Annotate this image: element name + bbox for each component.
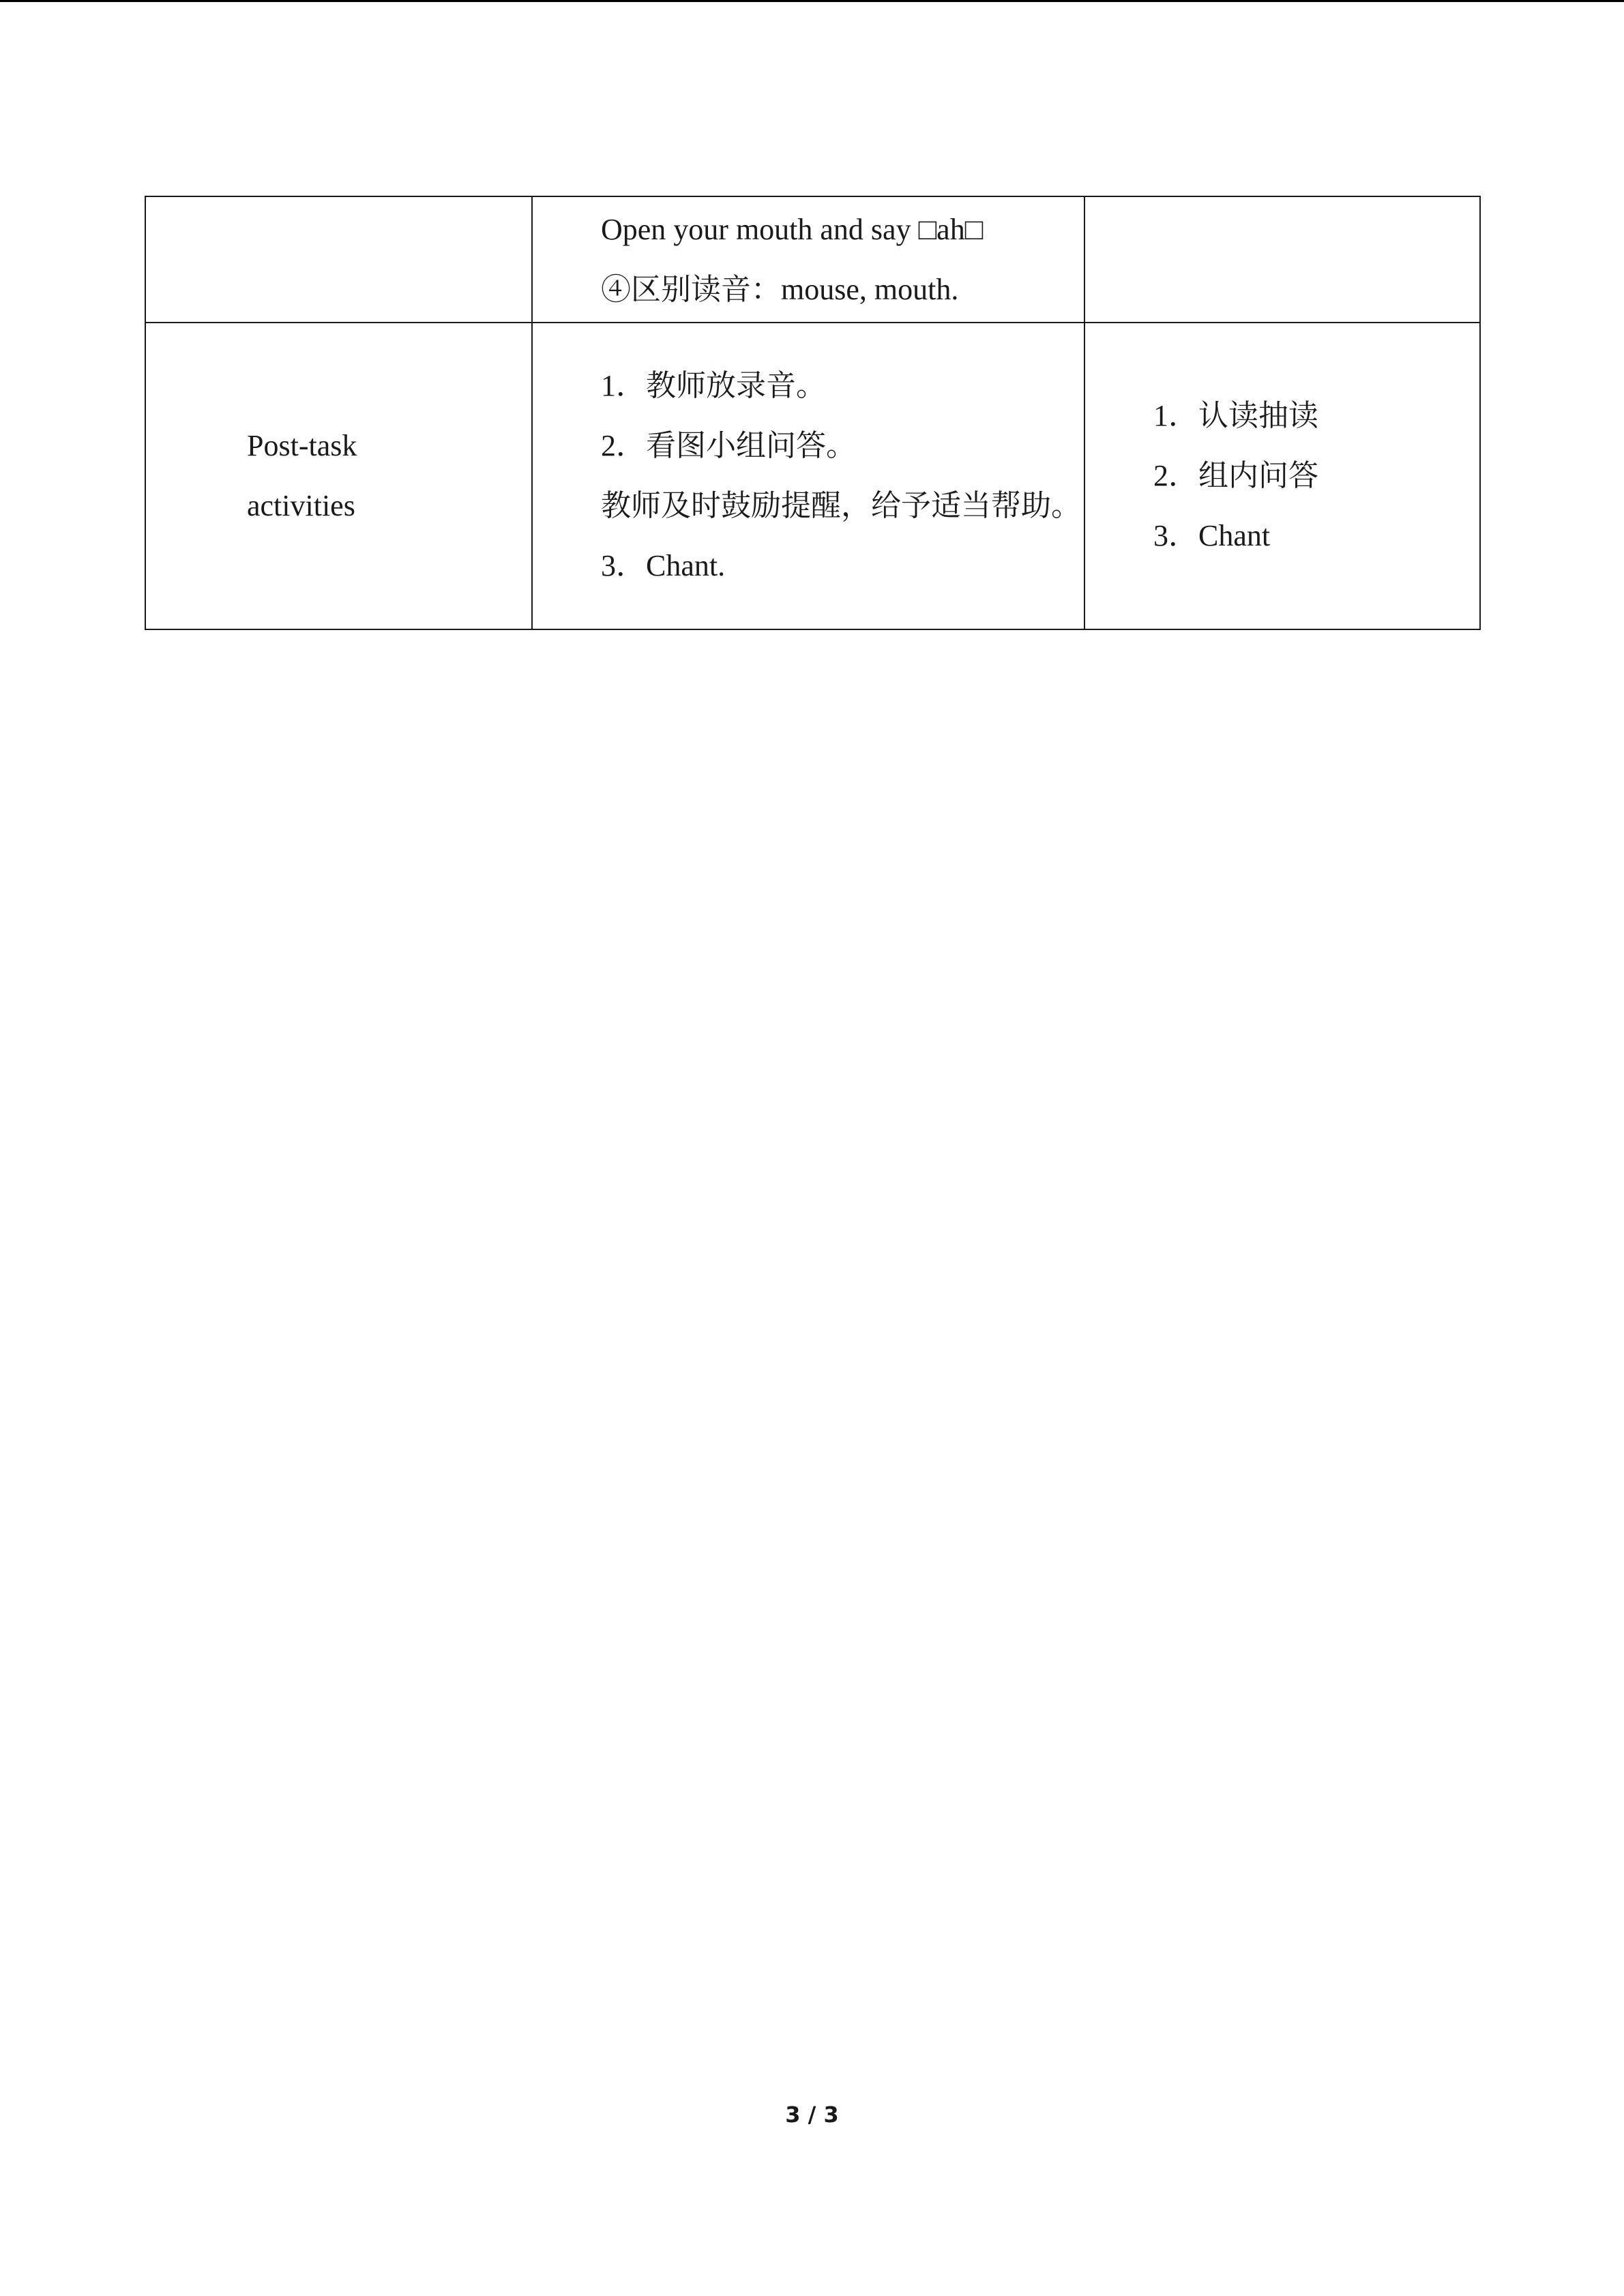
teacher-line: 教师及时鼓励提醒，给予适当帮助。 <box>601 489 1081 522</box>
stage-cell <box>145 323 532 629</box>
top-border-line <box>0 0 1624 2</box>
student-activity-cell <box>1084 196 1480 323</box>
teacher-line: 2．看图小组问答。 <box>601 429 856 462</box>
student-line: 1．认读抽读 <box>1153 399 1318 432</box>
teacher-activity-cell <box>532 196 1084 323</box>
stage-cell <box>145 196 532 323</box>
student-line: 2．组内问答 <box>1153 459 1318 492</box>
teacher-line: 3．Chant. <box>601 549 726 582</box>
page-number: 3 / 3 <box>785 2102 839 2128</box>
stage-label: activities <box>247 489 355 522</box>
lesson-plan-table <box>145 196 1481 630</box>
teacher-line: 1．教师放录音。 <box>601 369 826 402</box>
teacher-activity-cell <box>532 323 1084 629</box>
teacher-line: ④区别读音：mouse, mouth. <box>601 272 959 306</box>
student-activity-cell <box>1084 323 1480 629</box>
table-row <box>145 196 1480 323</box>
student-line: 3．Chant <box>1153 519 1271 552</box>
teacher-line: Open your mouth and say □ah□ <box>601 212 984 246</box>
table-row <box>145 323 1480 629</box>
stage-label: Post-task <box>247 429 357 462</box>
